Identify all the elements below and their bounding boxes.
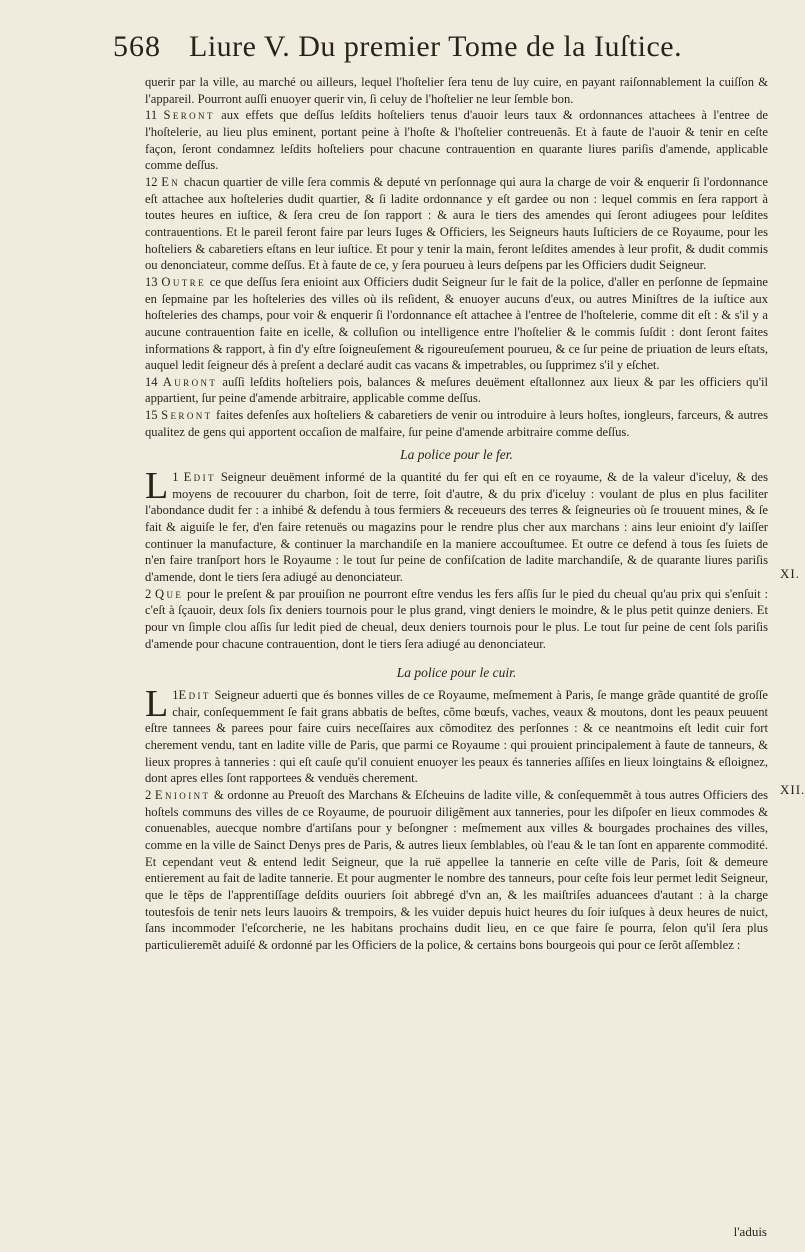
page-number: 568 xyxy=(113,30,161,63)
section-heading-cuir: La police pour le cuir. xyxy=(396,665,517,681)
margin-note-xii: XII. xyxy=(780,782,805,797)
article-13: 13 Outre ce que deſſus ſera enioint aux Officiers dudit Seigneur ſur le fait de la police, d'aller en perſonne de ſepmaine en ſepmaine par les hoſteleries des villes où ils reſident, & enuoyer aucuns d'eux, ou autres Miniſtres de la iuſtice aux hoſteleries des champs, pour voir & enquerir ſi l'ordonnance eſt attachee à l'entree de l'hoſtelerie, comme dit eſt : & s'il y a aucune contrauention faite en icelle, & colluſion ou intelligence entre l'hoſtelier & le commis ſuſdit : dont ſeront faites informations & rapport, à fin d'y eſtre ſoigneuſement & rigoureuſement pourueu, & ce ſur peine de priuation de leurs eſtats, auquel ledit ſeigneur dés à preſent a declaré audit cas vacans & impetrables, ou ſupprimez s'il y eſchet. xyxy=(145,274,769,373)
article-11: 11 Seront aux effets que deſſus leſdits hoſteliers tenus d'auoir leurs taux & ordonnances attachees à l'entree de l'hoſtelerie, au lieu plus eminent, portant peine à l'hoſte & l'hoſtelier contreuenãs. Et à faute de l'auoir & tenir en ceſte façon, ſeront condamnez leſdits hoſteliers pour chacune contrauention en quarante liures pariſis d'amende, applicable comme deſſus. xyxy=(145,108,768,173)
section-heading-fer: La police pour le fer. xyxy=(400,447,513,463)
fer-article-1: 1 L Edit Seigneur deuëment informé de la quantité du fer qui eſt en ce royaume, & de la valeur d'iceluy, & des moyens de recouurer du charbon, ſoit de terre, ſoit d'autre, & du prix d'iceluy : voulant de plus en plus faciliter l'abondance dudit fer : a inhibé & defendu à tous fermiers & receueurs des terres & ſeigneuries où ſe trouuent mines, & ſe fait & aiguiſe le fer, d'en faire retenuës ou magazins pour le rendre plus cher aux marchans : ains leur enioint d'y laiſſer continuer la manufacture, & continuer la marchandiſe en la maniere accouſtumee. Et outre ce defend à tous ſes ſuiets de n'en faire tranſport hors le Royaume : le tout ſur peine de confiſcation de ladite marchandiſe, & de quarante liures pariſis d'amende, dont le tiers ſera adiugé au denonciateur. xyxy=(145,465,768,585)
article-15: 15 Seront faites defenſes aux hoſteliers & cabaretiers de venir ou introduire à leurs hoſtes, ionglеurs, farceurs, & autres qualitez de gens qui apportent occaſion de malfaire, ſur peine d'amende arbitraire comme deſſus. xyxy=(145,408,768,439)
running-header xyxy=(113,30,693,64)
running-title: Liure V. Du premier Tome de la Iuſtice. xyxy=(189,30,683,63)
fer-article-2: 2 Que pour le preſent & par prouiſion ne pourront eſtre vendus les fers aſſis ſur le pied du cheual qu'au prix qui s'enſuit : c'eſt à ſçauoir, deux ſols ſix deniers tournois pour le plus grand, vingt deniers le moindre, & le plus petit quinze deniers. Et pour vn ſimple clou aſſis ſur ledit pied de cheual, deux deniers tournois pour le plus. Le tout ſur peine de cent ſols pariſis d'amende pour chacune contrauention, dont le tiers ſera adiugé au denonciateur. xyxy=(145,586,768,651)
cuir-article-1: 1 L Edit Seigneur aduerti que és bonnes villes de ce Royaume, meſmement à Paris, ſe mange grãde quantité de groſſe chair, conſequemment ſe fait grans abbatis de beſtes, cõme bœufs, vaches, veaux & moutons, dont les peaux peuuent eſtre tannees & parees pour faire cuirs neceſſaires aux cõmoditez des perſonnes : & ce neantmoins eſt ledit cuir fort cherement vendu, tant en ladite ville de Paris, que parmi ce Royaume : qui prouient principalement à faute de tanneurs, & lieux propres à tanneries : qui eſt cauſe qu'il conuient enuoyer les peaux és tanneries aſſiſes en lieux loingtains & eſloignez, dont apres elles ſont rapportees & venduës cherement. xyxy=(145,682,768,786)
article-14: 14 Auront auſſi leſdits hoſteliers pois, balances & meſures deuëment eſtallonnez aux lieux & par les officiers qu'il appartient, ſur peine d'amende arbitraire, applicable comme deſſus. xyxy=(145,374,768,406)
margin-note-xi: XI. xyxy=(780,566,800,581)
article-12: 12 En chacun quartier de ville ſera commis & deputé vn perſonnage qui aura la charge de voir & enquerir ſi l'ordonnance eſt attachee aux hoſteleries dudit quartier, & ſi ladite ordonnance y eſt gardee ou non : lequel commis en ſera rapport à toutes heures en iuſtice, & ſera creu de ſon rapport : & aura le tiers des amendes qui ſeront adiugees pour leſdites contrauentions. Et le pareil feront faire par leurs Iuges & Officiers, les Seigneurs hauts Iuſticiers de ce Royaume, pour les hoſteliers & cabaretiers eſtans en leur iuſtice. Et pour y tenir la main, feront leſdites amendes à leur profit, & dudit commis ou denonciateur, comme deſſus. Et à faute de ce, y ſera pourueu à leurs deſpens par les Officiers dudit Seigneur. xyxy=(145,174,768,273)
drop-capital: L xyxy=(145,682,169,725)
paragraph-continuation: querir par la ville, au marché ou ailleurs, lequel l'hoſtelier ſera tenu de luy cuire, en payant raiſonnablement la cuiſſon & l'appareil. Pourront auſſi enuoyer querir vin, ſi celuy de l'hoſtelier ne leur ſemble bon. xyxy=(145,75,768,106)
body-text xyxy=(145,74,768,953)
catchword: l'aduis xyxy=(733,1224,767,1239)
cuir-article-2: 2 Enioint & ordonne au Preuoſt des Marchans & Eſcheuins de ladite ville, & conſequemmẽt à tous autres Officiers des hoſtels communs des villes de ce Royaume, de pouruoir diligẽment aux tanneries, pour les diſpoſer en lieux commodes & conuenables, auecque nombre d'artiſans pour y beſongner : meſmement aux villes & bourgades prochaines des villes, comme en la ville de Sainct Denys pres de Paris, & autres lieux ſemblables, où l'eau & le tan ſont en apparente commodité. Et cependant veut & entend ledit Seigneur, que la ruë appellee la tannerie en ceſte ville de Paris, ſoit & demeure entierement au fait de ladite tannerie. Et pour augmenter le nombre des tanneurs, pour ceſte fois leur permet ledit Seigneur, que le tẽps de l'apprentiſſage deſdits ouuriers ſoit abbregé d'vn an, & les maiſtriſes aduancees d'autant : à la charge toutesfois de tenir nets leurs lauoirs & trempoirs, & les vuider depuis huict heures du ſoir iuſques à deux heures de nuict, ſans incommoder l'eſcorcherie, ne les habitans prochains dudit lieu, en ce que faire ſe pourra, ſelon qu'il ſera plus particulieremẽt aduiſé & ordonné par les Officiers de la police, & certains bons bourgeois qui pour ce ſerõt aſſemblez : xyxy=(145,787,768,952)
drop-capital: L xyxy=(145,465,169,508)
